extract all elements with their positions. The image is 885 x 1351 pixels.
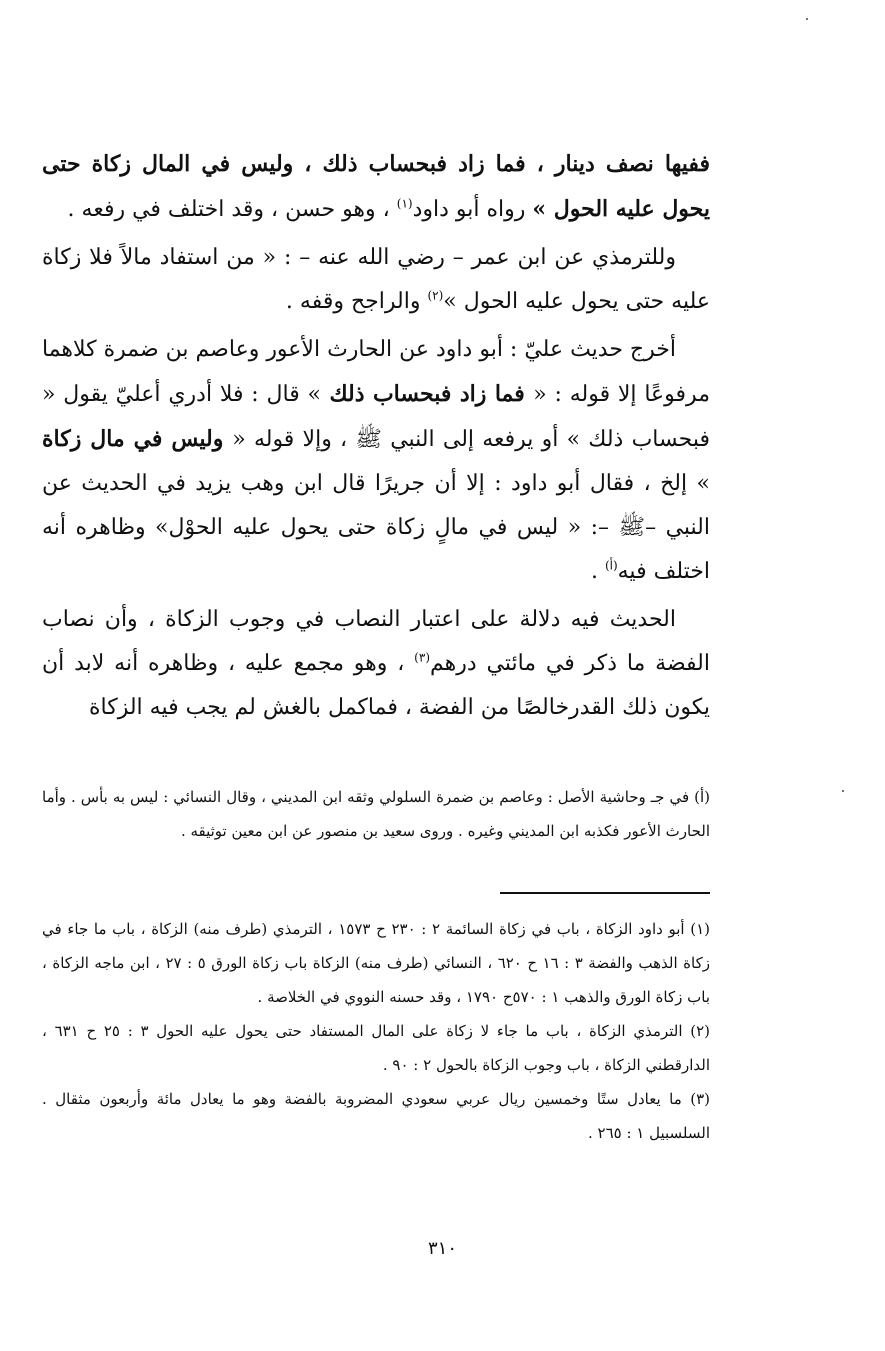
footnote-a-text: (أ) في جـ وحاشية الأصل : وعاصم بن ضمرة السلولي وثقه ابن المديني ، وقال النسائي : ليس به بأس . وأما الحارث الأعور فكذبه ابن المديني وغيره . وروى سعيد بن منصور عن ابن معين توثيقه . — [42, 788, 710, 840]
footnote-separator — [500, 892, 710, 894]
footnote-2: (٢) الترمذي الزكاة ، باب ما جاء لا زكاة على المال المستفاد حتى يحول عليه الحول ٣ : ٢٥ ح ٦٣١ ، الدارقطني الزكاة ، باب وجوب الزكاة بالحول ٢ : ٩٠ . — [42, 1022, 710, 1074]
scan-speck — [842, 790, 844, 792]
footnote-3: (٣) ما يعادل ستًا وخمسين ريال عربي سعودي المضروبة بالفضة وهو ما يعادل مائة وأربعون مثقال . السلسبيل ١ : ٢٦٥ . — [42, 1090, 710, 1142]
preferred-opinion: والراجح وقفه . — [285, 289, 428, 314]
scan-speck — [806, 18, 808, 20]
grading-text: ، وهو حسن ، وقد اختلف في رفعه . — [67, 197, 397, 222]
quoted-bold-1: فما زاد فبحساب ذلك — [321, 381, 534, 407]
takhrij-text-a: أخرج حديث عليّ : أبو داود عن الحارث الأعور وعاصم بن ضمرة كلاهما مرفوعًا إلا قوله : « — [42, 337, 710, 407]
paragraph-2 — [42, 236, 710, 324]
commentary-text: الحديث فيه دلالة على اعتبار النصاب في وجوب الزكاة ، وأن نصاب الفضة ما ذكر في مائتي درهم — [42, 607, 710, 676]
footnote-ref-2[interactable]: (٢) — [427, 288, 444, 303]
hadith-text-bold: ففيها نصف دينار ، فما زاد فبحساب ذلك ، وليس في المال زكاة حتى يحول عليه الحول » — [42, 151, 710, 222]
main-text — [42, 142, 710, 734]
footnote-ref-1[interactable]: (١) — [396, 196, 413, 211]
footnotes — [42, 912, 710, 1150]
paragraph-3 — [42, 328, 710, 594]
footnote-a — [42, 780, 710, 848]
page-number: ٣١٠ — [427, 1238, 457, 1259]
quoted-bold-2: وليس في مال زكاة — [42, 426, 233, 452]
paragraph-4 — [42, 598, 710, 730]
tirmidhi-narration: وللترمذي عن ابن عمر – رضي الله عنه – : « من استفاد مالاً فلا زكاة عليه حتى يحول عليه الحول » — [42, 245, 710, 314]
commentary-tail: ، وهو مجمع عليه ، وظاهره أنه لابد أن يكون ذلك القدرخالصًا من الفضة ، فماكمل بالغش لم يجب فيه الزكاة — [42, 651, 710, 720]
takhrij-text-b: » قال : فلا أدري أعليّ يقول « فبحساب ذلك » أو يرفعه إلى النبي ﷺ ، وإلا قوله « — [42, 382, 710, 452]
footnote-ref-a[interactable]: (أ) — [604, 558, 618, 573]
footnote-ref-3[interactable]: (٣) — [414, 650, 430, 665]
source-text: رواه أبو داود — [412, 197, 533, 222]
paragraph-1 — [42, 142, 710, 232]
takhrij-text-c: » إلخ ، فقال أبو داود : إلا أن جريرًا قال ابن وهب يزيد في الحديث عن النبي –ﷺ –: « ليس في مالٍ زكاة حتى يحول عليه الحوْل» وظاهره أنه اختلف فيه — [42, 471, 710, 584]
footnote-1: (١) أبو داود الزكاة ، باب في زكاة السائمة ٢ : ٢٣٠ ح ١٥٧٣ ، الترمذي (طرف منه) الزكاة ، باب ما جاء في زكاة الذهب والفضة ٣ : ١٦ ح ٦٢٠ ، النسائي (طرف منه) الزكاة باب زكاة الورق ٥ : ٢٧ ، ابن ماجه الزكاة ، باب زكاة الورق والذهب ١ : ٥٧٠ح ١٧٩٠ ، وقد حسنه النووي في الخلاصة . — [42, 920, 711, 1006]
takhrij-tail: . — [590, 559, 605, 584]
